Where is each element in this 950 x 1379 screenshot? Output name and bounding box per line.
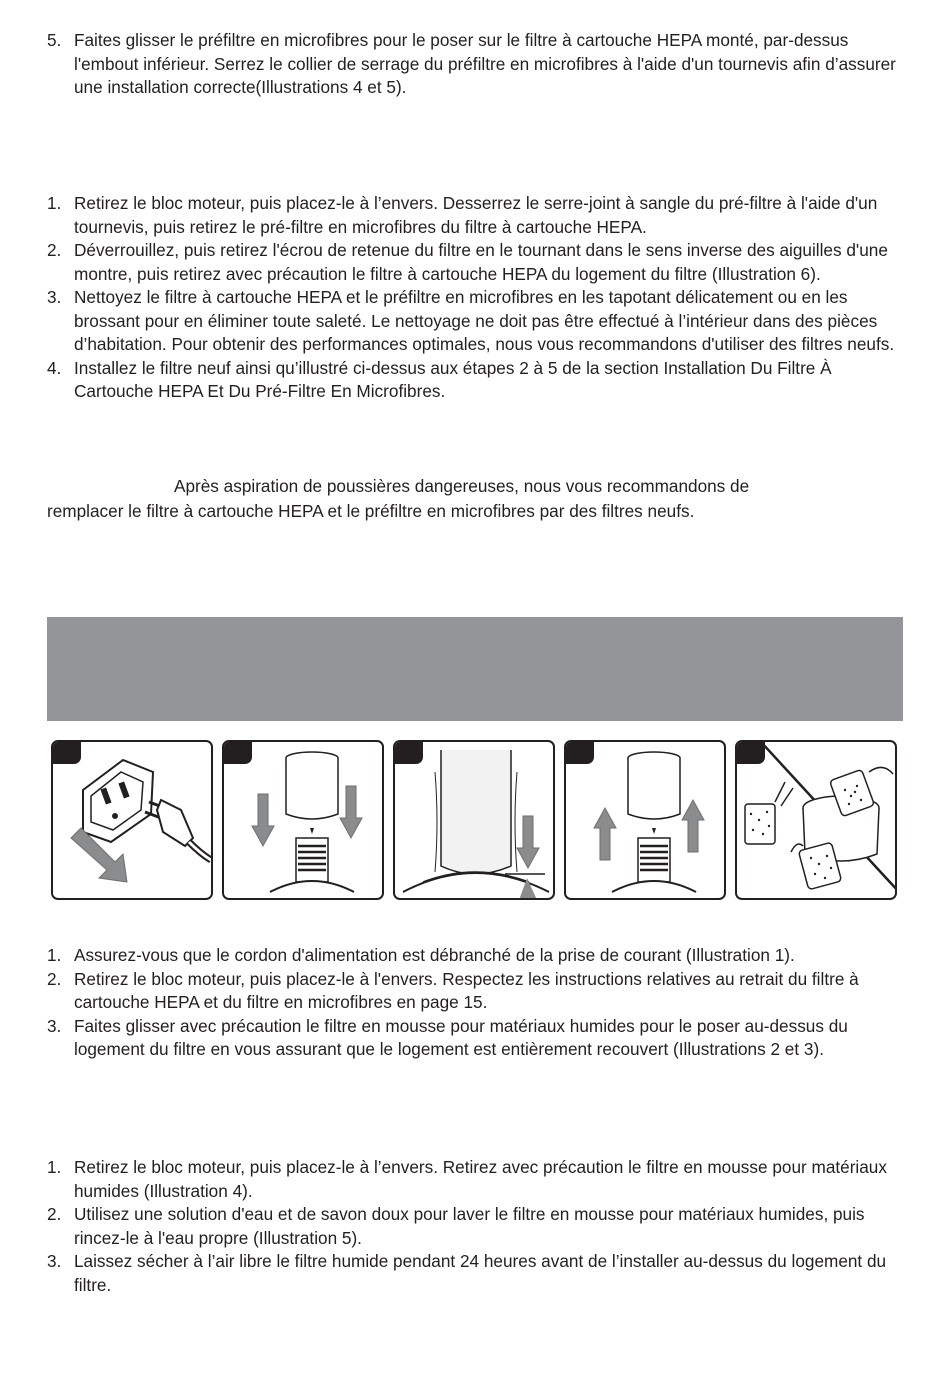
item-number: 3. (47, 1015, 62, 1036)
section-banner (47, 617, 903, 721)
list-item (47, 357, 907, 404)
hazard-note-line-1: Après aspiration de poussières dangereuses, nous vous recommandons de (174, 476, 750, 496)
item-text: Faites glisser le préfiltre en microfibres pour le poser sur le filtre à cartouche HEPA monté, par-dessus l'embout inférieur. Serrez le collier de serrage du préfiltre en microfibres à l'aide d'un tournevis afin d’assurer une installation correcte(Illustrations 4 et 5). (74, 30, 896, 97)
item-text: Laissez sécher à l’air libre le filtre humide pendant 24 heures avant de l’installer au-dessus du logement du filtre. (74, 1251, 887, 1295)
illustration-5 (735, 740, 897, 900)
item-number: 5. (47, 30, 62, 50)
foam-filter-remove-drawing (566, 742, 726, 900)
list-item (47, 1203, 907, 1250)
item-number: 2. (47, 1204, 62, 1224)
section-d-list (47, 1156, 907, 1297)
foam-filter-wash-drawing (737, 742, 897, 900)
item-number: 3. (47, 287, 62, 307)
item-number: 1. (47, 1157, 62, 1177)
section-b-list (47, 192, 907, 404)
list-item (47, 1250, 907, 1297)
list-item (47, 286, 907, 357)
foam-filter-install-drawing (224, 742, 384, 900)
item-text: Assurez-vous que le cordon d'alimentation est débranché de la prise de courant (Illustration 1). (74, 945, 795, 965)
list-item (47, 1156, 907, 1203)
section-c-list (47, 944, 907, 1062)
item-text: Faites glisser avec précaution le filtre en mousse pour matériaux humides pour le poser au-dessus du logement du filtre en vous assurant que le logement est entièrement recouvert (Illustrations 2 et 3). (74, 1015, 848, 1059)
item-number: 4. (47, 357, 62, 378)
list-item (47, 192, 907, 239)
item-number: 1. (47, 193, 62, 213)
hazard-note-line-2: remplacer le filtre à cartouche HEPA et le préfiltre en microfibres par des filtres neufs. (47, 501, 695, 521)
item-text: Retirez le bloc moteur, puis placez-le à l’envers. Desserrez le serre-joint à sangle du pré-filtre à l'aide d'un tournevis, puis retirez le pré-filtre en microfibres du filtre à cartouche HEPA. (74, 193, 878, 237)
list-item (47, 239, 907, 286)
item-text: Retirez le bloc moteur, puis placez-le à l'envers. Respectez les instructions relatives au retrait du filtre à cartouche HEPA et du filtre en microfibres en page 15. (74, 968, 859, 1012)
item-number: 3. (47, 1251, 62, 1271)
illustration-2 (222, 740, 384, 900)
illustration-4 (564, 740, 726, 900)
item-number: 2. (47, 240, 62, 260)
foam-filter-covered-drawing (395, 742, 555, 900)
illustration-strip (51, 740, 897, 902)
item-text: Utilisez une solution d'eau et de savon doux pour laver le filtre en mousse pour matériaux humides, puis rincez-le à l'eau propre (Illustration 5). (74, 1204, 865, 1248)
item-text: Retirez le bloc moteur, puis placez-le à l’envers. Retirez avec précaution le filtre en mousse pour matériaux humides (Illustration 4). (74, 1157, 887, 1201)
item-number: 1. (47, 945, 62, 965)
list-item (47, 1015, 907, 1062)
item-text: Nettoyez le filtre à cartouche HEPA et le préfiltre en microfibres en les tapotant délicatement ou en les brossant pour en éliminer toute saleté. Le nettoyage ne doit pas être effectué à l’intérieur dans des pièces d’habitation. Pour obtenir des performances optimales, nous vous recommandons d'utiliser des filtres neufs. (74, 287, 895, 354)
illustration-1 (51, 740, 213, 900)
list-item (47, 29, 907, 100)
plug-unplug-drawing (53, 742, 213, 900)
item-text: Déverrouillez, puis retirez l'écrou de retenue du filtre en le tournant dans le sens inverse des aiguilles d'une montre, puis retirez avec précaution le filtre à cartouche HEPA du logement du filtre (Illustration 6). (74, 240, 888, 284)
section-a-list (47, 29, 907, 100)
hazard-note (47, 474, 907, 524)
item-number: 2. (47, 968, 62, 989)
list-item (47, 968, 907, 1015)
illustration-3 (393, 740, 555, 900)
list-item (47, 944, 907, 968)
item-text: Installez le filtre neuf ainsi qu’illustré ci-dessus aux étapes 2 à 5 de la section Installation Du Filtre À Cartouche HEPA Et Du Pré-Filtre En Microfibres. (74, 357, 832, 401)
